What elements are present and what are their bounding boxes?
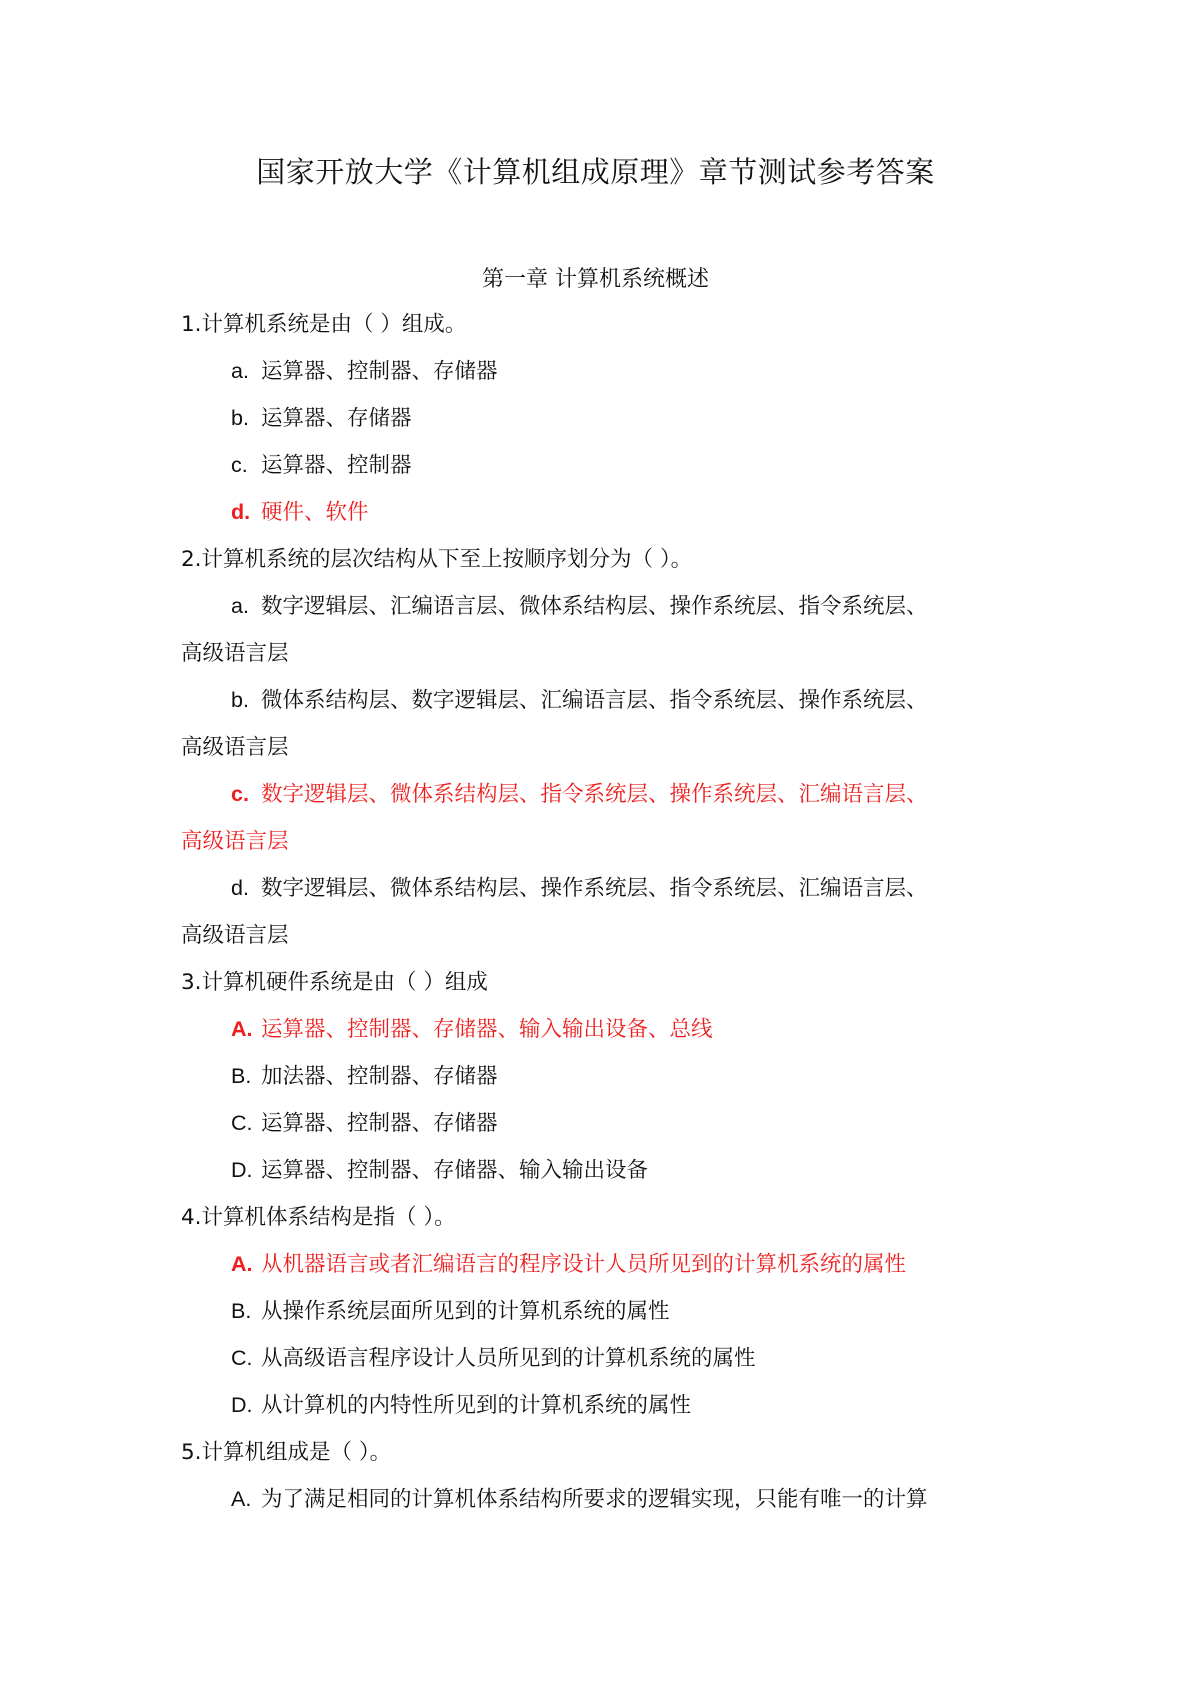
question-3-stem: 3.计算机硬件系统是由（ ）组成 [181, 970, 488, 995]
option-letter: D. [231, 1158, 253, 1182]
option-text: 运算器、控制器、存储器 [261, 1111, 498, 1136]
option-letter: C. [231, 1346, 253, 1370]
option-letter: B. [231, 1299, 252, 1323]
question-5-option-a [181, 1476, 1013, 1523]
option-text: 硬件、软件 [261, 500, 369, 525]
option-text: 数字逻辑层、微体系结构层、指令系统层、操作系统层、汇编语言层、 [261, 782, 928, 807]
option-text: 运算器、存储器 [261, 406, 412, 431]
option-letter: B. [231, 1064, 252, 1088]
option-text: 从高级语言程序设计人员所见到的计算机系统的属性 [261, 1346, 756, 1371]
option-letter: c. [231, 453, 248, 477]
option-letter: c. [231, 782, 249, 806]
option-letter: A. [231, 1487, 252, 1511]
question-5-stem: 5.计算机组成是（ ）。 [181, 1440, 392, 1465]
option-text: 加法器、控制器、存储器 [261, 1064, 498, 1089]
option-text: 数字逻辑层、汇编语言层、微体系结构层、操作系统层、指令系统层、 [261, 594, 928, 619]
question-2-option-c-correct [181, 771, 1013, 818]
option-text: 运算器、控制器、存储器、输入输出设备、总线 [261, 1017, 713, 1042]
option-text: 运算器、控制器 [261, 453, 412, 478]
question-4-option-c [181, 1335, 1013, 1382]
option-text: 运算器、控制器、存储器 [261, 359, 498, 384]
question-1-stem: 1.计算机系统是由（ ）组成。 [181, 312, 467, 337]
question-2-option-c-continued: 高级语言层 [181, 829, 289, 854]
question-list [181, 301, 1013, 1523]
option-letter: A. [231, 1017, 253, 1041]
question-3-option-b [181, 1053, 1013, 1100]
question-4-option-d [181, 1382, 1013, 1429]
question-2-option-a-continued: 高级语言层 [181, 641, 289, 666]
option-text: 运算器、控制器、存储器、输入输出设备 [261, 1158, 649, 1183]
option-text: 从计算机的内特性所见到的计算机系统的属性 [261, 1393, 692, 1418]
chapter-heading: 第一章 计算机系统概述 [482, 267, 709, 292]
question-2-option-b [181, 677, 1013, 724]
option-letter: d. [231, 876, 249, 900]
question-2-option-b-continued: 高级语言层 [181, 735, 289, 760]
question-4-option-a-correct [181, 1241, 1013, 1288]
option-letter: C. [231, 1111, 253, 1135]
option-text: 为了满足相同的计算机体系结构所要求的逻辑实现，只能有唯一的计算 [261, 1487, 928, 1512]
option-text: 从操作系统层面所见到的计算机系统的属性 [261, 1299, 670, 1324]
question-2-option-d [181, 865, 1013, 912]
option-text: 微体系结构层、数字逻辑层、汇编语言层、指令系统层、操作系统层、 [261, 688, 928, 713]
question-3-option-d [181, 1147, 1013, 1194]
question-1-option-b [181, 395, 1013, 442]
question-3-option-c [181, 1100, 1013, 1147]
question-4-stem: 4.计算机体系结构是指（ ）。 [181, 1205, 456, 1230]
option-letter: b. [231, 688, 249, 712]
question-4-option-b [181, 1288, 1013, 1335]
document-title: 国家开放大学《计算机组成原理》章节测试参考答案 [256, 155, 935, 189]
question-1-option-d-correct [181, 489, 1013, 536]
question-2-option-a [181, 583, 1013, 630]
question-2-option-d-continued: 高级语言层 [181, 923, 289, 948]
option-text: 数字逻辑层、微体系结构层、操作系统层、指令系统层、汇编语言层、 [261, 876, 928, 901]
option-text: 从机器语言或者汇编语言的程序设计人员所见到的计算机系统的属性 [261, 1252, 907, 1277]
option-letter: A. [231, 1252, 253, 1276]
question-2-stem: 2.计算机系统的层次结构从下至上按顺序划分为（ ）。 [181, 547, 693, 572]
question-1-option-a [181, 348, 1013, 395]
option-letter: a. [231, 359, 249, 383]
option-letter: a. [231, 594, 249, 618]
question-1-option-c [181, 442, 1013, 489]
option-letter: d. [231, 500, 251, 524]
question-3-option-a-correct [181, 1006, 1013, 1053]
option-letter: D. [231, 1393, 253, 1417]
option-letter: b. [231, 406, 249, 430]
